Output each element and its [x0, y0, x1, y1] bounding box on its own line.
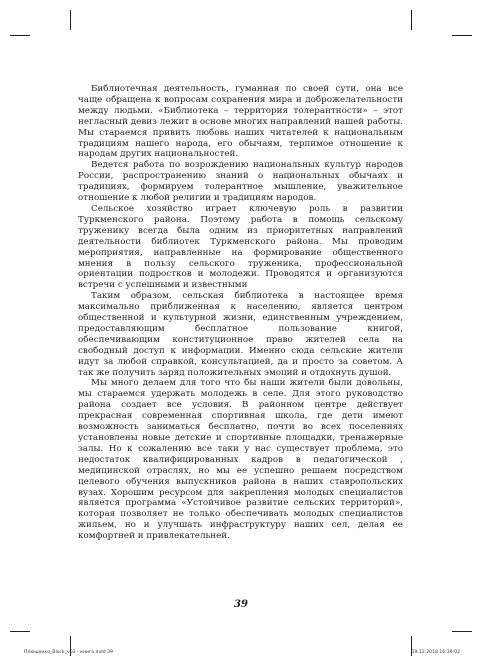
page-number: 39: [234, 599, 248, 610]
crop-mark: [10, 631, 30, 632]
paragraph: Сельское хозяйство играет ключевую роль в развитии Туркменского района. Поэтому работа в помощь сельскому труженику всегда была одним из приоритетных направлений деятельности библиотек Туркменского района. Мы проводим мероприятия, направленные на формирование общественного мнения в пользу сельского труженика, профессиональной ориентации подростков и молодежи. Проводятся и организуются встречи с успешными и известными: [78, 203, 403, 291]
crop-mark: [411, 10, 412, 30]
crop-mark: [10, 35, 30, 36]
crop-mark: [452, 35, 472, 36]
paragraph: Библиотечная деятельность, гуманная по своей сути, она все чаще обращена к вопросам сохранения мира и доброжелательности между людьми. «Библиотека – территория толерантности» – этот негласный девиз лежит в основе многих направлений нашей работы. Мы стараемся привить любовь наших читателей к национальным традициям нашего народа, его обычаям, терпимое отношение к народам других национальностей.: [78, 84, 403, 160]
paragraph: Мы много делаем для того что бы наши жители были довольны, мы стараемся удержать молодежь в селе. Для этого руководство района создает все условия. В районном центре действует прекрасная современная спортивная школа, где дети имеют возможность заниматься бесплатно, почти во всех поселениях установлены новые детские и спортивные площадки, тренажерные залы. Но к сожалению все таки у нас существует проблема, это недостаток квалифицированных кадров в педагогической , медицинской отраслях, но мы ее успешно решаем посредством целевого обучения выпускников района в наших ставропольских вузах. Хорошим ресурсом для закрепления молодых специалистов является программа «Устойчивое развитие сельских территорий», которая позволяет не только обеспечивать молодых специалистов жильем, но и улучшать инфраструктуру наших сел, делая ее комфортней и привлекательней.: [78, 378, 403, 542]
crop-mark: [452, 631, 472, 632]
paragraph: Таким образом, сельская библиотека в настоящее время максимально приближенная к населению, является центром общественной и культурной жизни, единственным учреждением, предоставляющим бесплатное пользование книгой, обеспечивающим конституционное право жителей села на свободный доступ к информации. Именно сюда сельские жители идут за любой справкой, консультацией, да и просто за советом. А так же получить заряд положительных эмоций и отдохнуть душой.: [78, 291, 403, 378]
paragraph: Ведется работа по возрождению национальных культур народов России, распространению знаний о национальных обычаях и традициях, формируем толерантное мышление, уважительное отношение к любой религии и традициям народов.: [78, 160, 403, 204]
print-slug-date: 19.12.2018 16:39:02: [411, 650, 460, 655]
body-text: [78, 84, 403, 542]
crop-mark: [70, 10, 71, 30]
print-slug-file: Плющенко_Block_v02 - книга.indd 39: [24, 650, 113, 655]
